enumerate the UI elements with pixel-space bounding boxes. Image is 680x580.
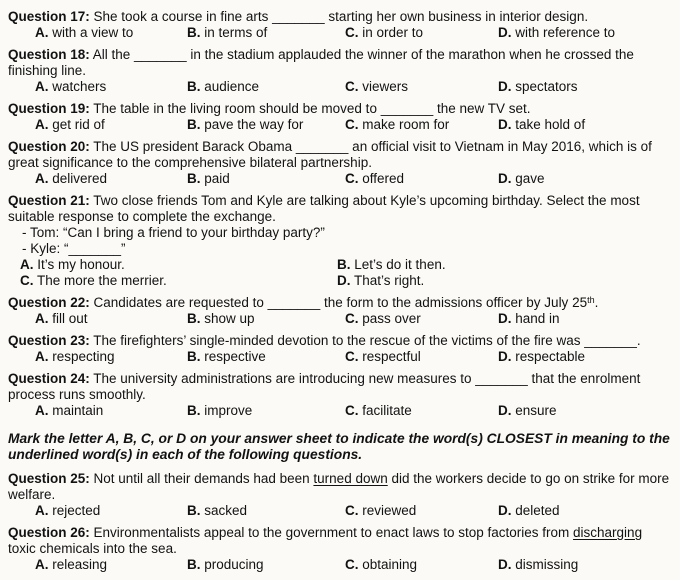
question-label: Question 24: [8, 371, 90, 386]
question-19-text-line [8, 101, 672, 117]
question-text: She took a course in fine arts _______ starting her own business in interior design. [93, 9, 589, 24]
option-text: make room for [362, 117, 450, 132]
option-text: ensure [515, 403, 557, 418]
question-21 [8, 193, 672, 289]
question-text-pre: Candidates are requested to _______ the form to the admissions officer by July 25 [93, 295, 588, 310]
option-key: C. [345, 349, 359, 364]
option-c [345, 311, 498, 327]
option-b [187, 25, 345, 41]
option-text: maintain [52, 403, 104, 418]
option-a [35, 171, 187, 187]
option-text: with a view to [52, 25, 134, 40]
option-key: B. [187, 503, 201, 518]
option-text: delivered [52, 171, 108, 186]
question-20 [8, 139, 672, 187]
dialogue-line-kyle: - Kyle: “_______” [22, 241, 126, 256]
option-c [345, 557, 498, 573]
option-key: A. [35, 25, 49, 40]
option-text: releasing [52, 557, 108, 572]
question-23 [8, 333, 672, 365]
underlined-phrase: turned down [313, 471, 388, 486]
option-text: show up [204, 311, 255, 326]
option-key: D. [498, 311, 512, 326]
option-key: D. [498, 557, 512, 572]
option-text: improve [204, 403, 253, 418]
option-d [498, 25, 672, 41]
question-label: Question 23: [8, 333, 90, 348]
option-d [498, 311, 672, 327]
option-key: A. [20, 257, 34, 272]
option-key: B. [187, 117, 201, 132]
option-c [20, 273, 337, 289]
option-text: watchers [52, 79, 107, 94]
option-key: A. [35, 117, 49, 132]
option-text: producing [204, 557, 264, 572]
question-17 [8, 9, 672, 41]
option-d [498, 557, 672, 573]
dialogue-line-tom: - Tom: “Can I bring a friend to your birthday party?” [22, 225, 325, 240]
option-text: reviewed [362, 503, 417, 518]
option-text: dismissing [515, 557, 579, 572]
option-text: offered [362, 171, 405, 186]
option-key: A. [35, 79, 49, 94]
question-label: Question 18: [8, 47, 90, 62]
question-text-pre: Environmentalists appeal to the government to enact laws to stop factories from [93, 525, 574, 540]
options-row [8, 171, 672, 187]
options-row [8, 503, 672, 519]
option-key: D. [337, 273, 351, 288]
question-text: The table in the living room should be moved to _______ the new TV set. [93, 101, 531, 116]
option-c [345, 171, 498, 187]
options-row [8, 117, 672, 133]
option-key: C. [345, 311, 359, 326]
question-label: Question 22: [8, 295, 90, 310]
question-25-text-line [8, 471, 672, 503]
option-text: pave the way for [204, 117, 304, 132]
option-d [337, 273, 672, 289]
option-c [345, 403, 498, 419]
option-text: get rid of [52, 117, 105, 132]
question-text: The firefighters’ single-minded devotion to the rescue of the victims of the fire was _______. [93, 333, 641, 348]
option-a [35, 25, 187, 41]
option-key: A. [35, 557, 49, 572]
question-20-text-line [8, 139, 672, 171]
option-b [187, 403, 345, 419]
option-text: respectable [515, 349, 586, 364]
option-text: sacked [204, 503, 248, 518]
option-b [187, 557, 345, 573]
option-a [35, 557, 187, 573]
question-24-text-line [8, 371, 672, 403]
question-23-text-line [8, 333, 672, 349]
options-row [8, 403, 672, 419]
question-24 [8, 371, 672, 419]
question-18-text-line [8, 47, 672, 79]
option-text: viewers [362, 79, 409, 94]
option-key: B. [187, 311, 201, 326]
option-text: fill out [52, 311, 88, 326]
question-18 [8, 47, 672, 95]
options-row [8, 79, 672, 95]
option-key: B. [187, 557, 201, 572]
question-label: Question 25: [8, 471, 90, 486]
option-a [35, 79, 187, 95]
option-a [35, 503, 187, 519]
option-key: C. [345, 403, 359, 418]
question-17-text-line [8, 9, 672, 25]
question-label: Question 26: [8, 525, 90, 540]
option-b [187, 503, 345, 519]
option-key: B. [187, 171, 201, 186]
option-key: B. [187, 25, 201, 40]
question-text-pre: Not until all their demands had been [93, 471, 314, 486]
option-key: A. [35, 503, 49, 518]
option-d [498, 503, 672, 519]
option-text: rejected [52, 503, 101, 518]
option-key: B. [187, 349, 201, 364]
ordinal-suffix: th [587, 295, 595, 305]
question-label: Question 20: [8, 139, 90, 154]
option-text: facilitate [362, 403, 412, 418]
question-text-post: did the workers decide to go on strike for more welfare. [8, 471, 670, 502]
option-b [187, 79, 345, 95]
option-text: with reference to [515, 25, 616, 40]
option-d [498, 79, 672, 95]
option-key: C. [345, 557, 359, 572]
question-25 [8, 471, 672, 519]
option-key: C. [345, 25, 359, 40]
option-text: It’s my honour. [37, 257, 125, 272]
option-text: That’s right. [354, 273, 425, 288]
option-text: gave [515, 171, 545, 186]
option-d [498, 349, 672, 365]
option-c [345, 25, 498, 41]
option-key: C. [345, 503, 359, 518]
option-key: A. [35, 403, 49, 418]
option-c [345, 117, 498, 133]
option-a [35, 117, 187, 133]
options-row [8, 25, 672, 41]
option-text: take hold of [515, 117, 586, 132]
option-text: Let’s do it then. [354, 257, 446, 272]
question-label: Question 17: [8, 9, 90, 24]
option-text: respecting [52, 349, 115, 364]
option-a [35, 403, 187, 419]
option-text: spectators [515, 79, 578, 94]
question-label: Question 19: [8, 101, 90, 116]
option-key: C. [20, 273, 34, 288]
question-text-post: . [594, 295, 599, 310]
option-key: D. [498, 403, 512, 418]
option-c [345, 349, 498, 365]
option-key: B. [337, 257, 351, 272]
option-b [187, 117, 345, 133]
section-instruction: Mark the letter A, B, C, or D on your answer sheet to indicate the word(s) CLOSEST in meaning to the underlined word(s) in each of the following questions. [8, 431, 670, 462]
question-label: Question 21: [8, 193, 90, 208]
option-a [20, 257, 337, 273]
option-key: A. [35, 171, 49, 186]
question-19 [8, 101, 672, 133]
option-b [337, 257, 672, 273]
option-b [187, 349, 345, 365]
option-key: C. [345, 117, 359, 132]
option-d [498, 403, 672, 419]
option-a [35, 311, 187, 327]
option-text: The more the merrier. [37, 273, 167, 288]
option-key: D. [498, 117, 512, 132]
option-text: paid [204, 171, 230, 186]
question-21-text-line [8, 193, 672, 225]
options-row [8, 311, 672, 327]
option-text: in terms of [204, 25, 268, 40]
option-c [345, 503, 498, 519]
options-row [8, 349, 672, 365]
option-key: D. [498, 79, 512, 94]
option-b [187, 171, 345, 187]
option-text: deleted [515, 503, 560, 518]
option-text: pass over [362, 311, 421, 326]
question-22 [8, 295, 672, 327]
option-key: D. [498, 503, 512, 518]
question-26-text-line [8, 525, 672, 557]
option-key: D. [498, 171, 512, 186]
question-26 [8, 525, 672, 573]
option-text: respectful [362, 349, 421, 364]
option-text: hand in [515, 311, 560, 326]
option-b [187, 311, 345, 327]
option-text: respective [204, 349, 266, 364]
option-text: obtaining [362, 557, 418, 572]
option-text: in order to [362, 25, 424, 40]
option-key: B. [187, 403, 201, 418]
question-text-post: toxic chemicals into the sea. [8, 541, 177, 556]
question-22-text-line [8, 295, 672, 311]
question-text: The university administrations are introducing new measures to _______ that the enrolment process runs smoothly. [8, 371, 641, 402]
option-a [35, 349, 187, 365]
options-row [8, 557, 672, 573]
underlined-phrase: discharging [573, 525, 643, 540]
question-text: Two close friends Tom and Kyle are talking about Kyle’s upcoming birthday. Select the most suitable response to complete the exchange. [8, 193, 640, 224]
options-grid [8, 257, 672, 289]
option-d [498, 117, 672, 133]
option-key: C. [345, 79, 359, 94]
question-text: The US president Barack Obama _______ an official visit to Vietnam in May 2016, which is of great significance to the comprehensive bilateral partnership. [8, 139, 652, 170]
question-text: All the _______ in the stadium applauded the winner of the marathon when he crossed the finishing line. [8, 47, 634, 78]
option-key: D. [498, 25, 512, 40]
option-key: C. [345, 171, 359, 186]
option-key: D. [498, 349, 512, 364]
option-key: A. [35, 311, 49, 326]
option-c [345, 79, 498, 95]
option-d [498, 171, 672, 187]
option-key: B. [187, 79, 201, 94]
option-key: A. [35, 349, 49, 364]
option-text: audience [204, 79, 260, 94]
